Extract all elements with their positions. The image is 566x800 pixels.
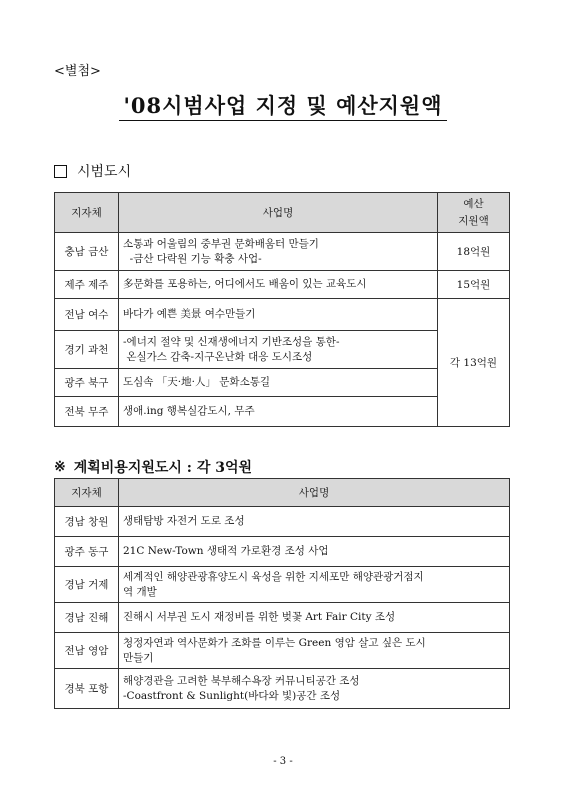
project-cell bbox=[119, 271, 438, 299]
project-line: 온실가스 감축-지구온난화 대응 도시조성 bbox=[123, 350, 313, 363]
project-cell bbox=[119, 633, 510, 669]
region-cell: 광주 동구 bbox=[55, 537, 119, 567]
page-title-wrapper bbox=[0, 90, 566, 120]
project-line: 청정자연과 역사문화가 조화를 이루는 Green 영암 살고 싶은 도시 bbox=[123, 637, 426, 650]
project-cell bbox=[119, 603, 510, 633]
budget-cell-shared: 각 13억원 bbox=[438, 299, 510, 427]
project-line: 21C New-Town 생태적 가로환경 조성 사업 bbox=[123, 545, 329, 558]
project-line: 바다가 예쁜 美景 여수만들기 bbox=[123, 308, 256, 321]
project-line: 생태탐방 자전거 도로 조성 bbox=[123, 515, 245, 528]
project-line: 도심속 「天·地·人」 문화소통길 bbox=[123, 376, 270, 389]
project-line: 만들기 bbox=[123, 651, 154, 664]
project-cell bbox=[119, 369, 438, 397]
project-line: 해양경관을 고려한 북부해수욕장 커뮤니티공간 조성 bbox=[123, 675, 360, 688]
plan-heading-text: 계획비용지원도시 : 각 3억원 bbox=[73, 460, 253, 476]
project-cell bbox=[119, 537, 510, 567]
page-number: - 3 - bbox=[273, 756, 293, 767]
project-line: 생애.ing 행복실감도시, 무주 bbox=[123, 405, 255, 418]
region-cell: 경남 창원 bbox=[55, 507, 119, 537]
region-cell: 전남 영암 bbox=[55, 633, 119, 669]
project-line: -Coastfront & Sunlight(바다와 빛)공간 조성 bbox=[123, 689, 341, 702]
table-row bbox=[55, 507, 510, 537]
header-budget-line1: 예산 bbox=[463, 197, 484, 210]
region-cell: 제주 제주 bbox=[55, 271, 119, 299]
region-cell: 충남 금산 bbox=[55, 233, 119, 271]
table-row bbox=[55, 537, 510, 567]
project-line: -에너지 절약 및 신재생에너지 기반조성을 통한- bbox=[123, 336, 340, 349]
region-cell: 광주 북구 bbox=[55, 369, 119, 397]
budget-cell: 18억원 bbox=[438, 233, 510, 271]
region-cell: 전남 여수 bbox=[55, 299, 119, 331]
plan-city-table bbox=[54, 478, 510, 709]
project-line: -금산 다락원 기능 확충 사업- bbox=[123, 252, 262, 265]
project-cell bbox=[119, 567, 510, 603]
region-cell: 경기 과천 bbox=[55, 331, 119, 369]
region-cell: 경남 거제 bbox=[55, 567, 119, 603]
table-row bbox=[55, 271, 510, 299]
square-bullet-icon bbox=[54, 165, 67, 178]
header-project: 사업명 bbox=[119, 479, 510, 507]
project-cell bbox=[119, 331, 438, 369]
header-project: 사업명 bbox=[119, 193, 438, 233]
table-row bbox=[55, 567, 510, 603]
table-row bbox=[55, 233, 510, 271]
plan-table-header-row bbox=[55, 479, 510, 507]
note-mark: ※ bbox=[54, 459, 66, 475]
table-row bbox=[55, 633, 510, 669]
project-line: 진해시 서부권 도시 재정비를 위한 벚꽃 Art Fair City 조성 bbox=[123, 611, 396, 624]
header-region: 지자체 bbox=[55, 479, 119, 507]
project-cell bbox=[119, 669, 510, 709]
table-row bbox=[55, 299, 510, 331]
region-cell: 전북 무주 bbox=[55, 397, 119, 427]
region-cell: 경북 포항 bbox=[55, 669, 119, 709]
pilot-city-table bbox=[54, 192, 510, 427]
project-cell bbox=[119, 397, 438, 427]
plan-section-heading bbox=[54, 457, 252, 477]
pilot-heading-text: 시범도시 bbox=[77, 164, 132, 180]
pilot-table-header-row bbox=[55, 193, 510, 233]
header-budget-line2: 지원액 bbox=[458, 214, 489, 227]
project-line: 多문화를 포용하는, 어디에서도 배움이 있는 교육도시 bbox=[123, 278, 367, 291]
page-title: '08시범사업 지정 및 예산지원액 bbox=[119, 93, 446, 121]
region-cell: 경남 진해 bbox=[55, 603, 119, 633]
project-cell bbox=[119, 299, 438, 331]
table-row bbox=[55, 669, 510, 709]
header-region: 지자체 bbox=[55, 193, 119, 233]
budget-cell: 15억원 bbox=[438, 271, 510, 299]
table-row bbox=[55, 603, 510, 633]
project-cell bbox=[119, 233, 438, 271]
project-line: 역 개발 bbox=[123, 585, 157, 598]
attachment-label: <별첨> bbox=[54, 64, 101, 79]
project-line: 소통과 어울림의 중부권 문화배움터 만들기 bbox=[123, 238, 319, 251]
header-budget bbox=[438, 193, 510, 233]
project-cell bbox=[119, 507, 510, 537]
pilot-section-heading bbox=[54, 161, 131, 181]
project-line: 세계적인 해양관광휴양도시 육성을 위한 지세포만 해양관광거점지 bbox=[123, 571, 424, 584]
